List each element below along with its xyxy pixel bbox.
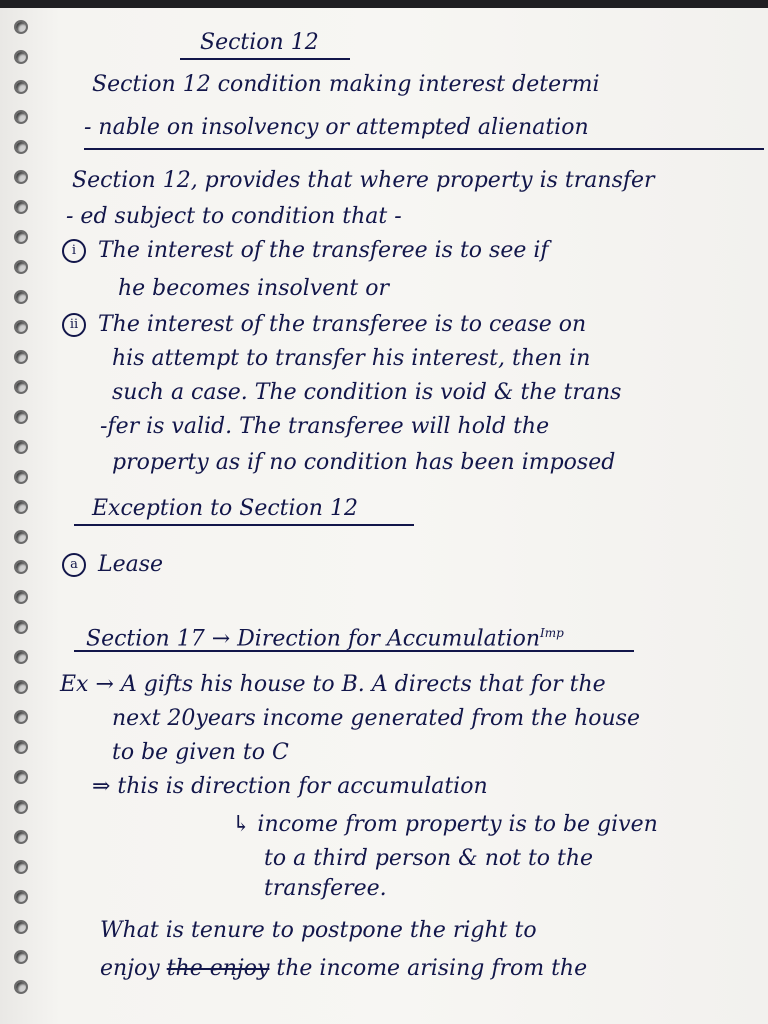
section17-title: Section 17 [86, 626, 205, 652]
spiral-hole [14, 950, 28, 964]
body-line: Section 12, provides that where property is transfer [72, 168, 655, 193]
example-label: Ex → [60, 672, 114, 697]
body-line: next 20years income generated from the house [112, 706, 640, 731]
spiral-hole [14, 830, 28, 844]
section12-heading-line1: Section 12 condition making interest determi [92, 72, 600, 97]
spiral-hole [14, 710, 28, 724]
spiral-hole [14, 140, 28, 154]
section12-heading-line2: - nable on insolvency or attempted alienation [84, 115, 589, 140]
spiral-hole [14, 740, 28, 754]
spiral-hole [14, 200, 28, 214]
spiral-hole [14, 50, 28, 64]
list-item-1 [62, 238, 549, 264]
spiral-hole [14, 380, 28, 394]
exception-item [62, 552, 163, 578]
important-mark: Imp [540, 626, 564, 640]
spiral-hole [14, 260, 28, 274]
spiral-hole [14, 230, 28, 244]
body-line: -fer is valid. The transferee will hold the [100, 414, 550, 439]
exception-title: Exception to Section 12 [92, 496, 358, 521]
body-line: transferee. [264, 876, 387, 901]
arrow-icon: → [211, 626, 231, 652]
item-text: The interest of the transferee is to see if [98, 238, 549, 263]
example-line [60, 672, 606, 698]
spiral-hole [14, 650, 28, 664]
exception-underline [74, 524, 414, 526]
body-line: his attempt to transfer his interest, then in [112, 346, 591, 371]
spiral-hole [14, 890, 28, 904]
spiral-hole [14, 350, 28, 364]
item-text: Lease [98, 552, 164, 577]
title-underline [180, 58, 350, 60]
spiral-hole [14, 590, 28, 604]
spiral-binding [10, 20, 34, 1010]
body-line: - ed subject to condition that - [66, 204, 402, 229]
spiral-hole [14, 980, 28, 994]
body-line-final [100, 956, 587, 982]
spiral-hole [14, 680, 28, 694]
page-top-edge [0, 0, 768, 8]
spiral-hole [14, 110, 28, 124]
section17-heading [86, 620, 564, 652]
item-text: The interest of the transferee is to cease on [98, 312, 587, 337]
spiral-hole [14, 440, 28, 454]
example-text: A gifts his house to B. A directs that for the [120, 672, 606, 697]
item-number-marker: ii [62, 313, 86, 337]
heading-underline [84, 148, 764, 150]
spiral-hole [14, 500, 28, 514]
body-line: such a case. The condition is void & the trans [112, 380, 622, 405]
list-item-2 [62, 312, 586, 338]
body-line: to a third person & not to the [264, 846, 594, 871]
spiral-hole [14, 860, 28, 874]
spiral-hole [14, 800, 28, 814]
section17-subject: Direction for Accumulation [237, 626, 541, 652]
body-line: property as if no condition has been imposed [112, 450, 616, 475]
section12-title: Section 12 [200, 30, 319, 55]
body-line: he becomes insolvent or [118, 276, 390, 301]
spiral-hole [14, 620, 28, 634]
item-letter-marker: a [62, 553, 86, 577]
implies-line: ⇒ this is direction for accumulation [92, 774, 488, 799]
text-run: enjoy [100, 956, 160, 981]
spiral-hole [14, 530, 28, 544]
struck-out-text: the enjoy [166, 956, 270, 981]
section17-underline [74, 650, 634, 652]
body-line: to be given to C [112, 740, 289, 765]
spiral-hole [14, 20, 28, 34]
text-run: the income arising from the [276, 956, 588, 981]
body-line: ↳ income from property is to be given [232, 812, 658, 837]
spiral-hole [14, 290, 28, 304]
spiral-hole [14, 80, 28, 94]
spiral-hole [14, 410, 28, 424]
spiral-hole [14, 920, 28, 934]
spiral-hole [14, 560, 28, 574]
body-line: What is tenure to postpone the right to [100, 918, 537, 943]
spiral-hole [14, 320, 28, 334]
spiral-hole [14, 470, 28, 484]
spiral-hole [14, 170, 28, 184]
item-number-marker: i [62, 239, 86, 263]
spiral-hole [14, 770, 28, 784]
